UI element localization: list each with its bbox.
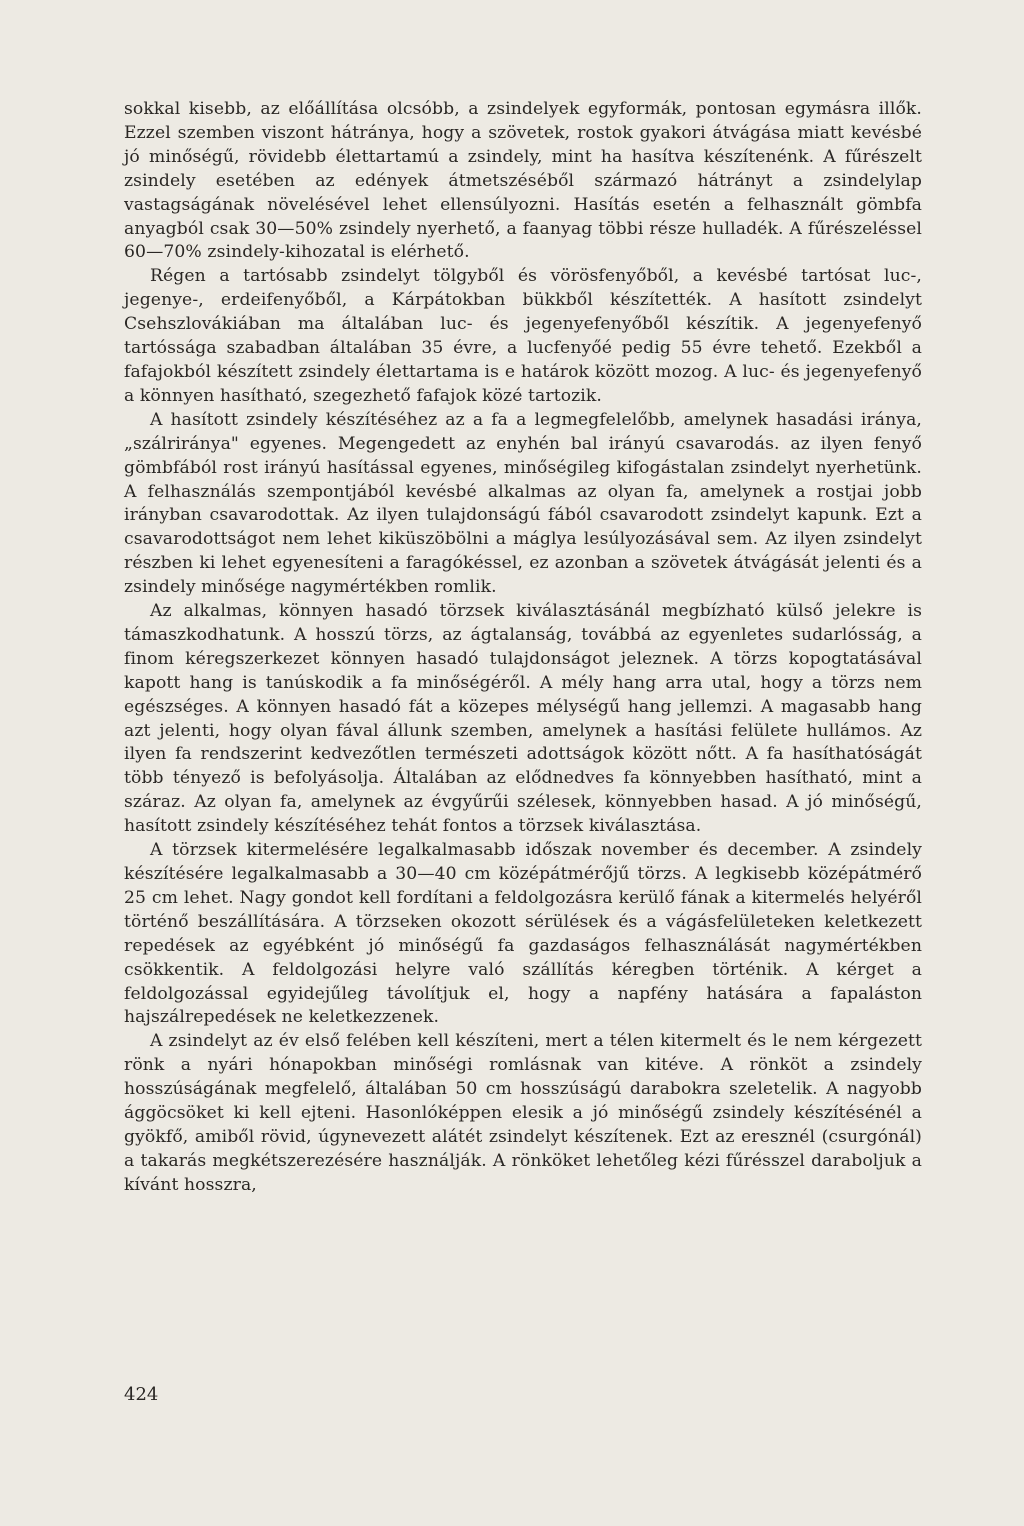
paragraph-sawn-shingle: sokkal kisebb, az előállítása olcsóbb, a zsindelyek egyformák, pontosan egymásra illők. Ezzel szemben viszont hátránya, hogy a szövetek, rostok gyakori átvágása miatt kevésbé jó minőségű, rövidebb élettartamú a zsindely, mint ha hasítva készítenénk. A fűrészelt zsindely esetében az edények átmetszéséből származó hátrányt a zsindelylap vastagságának növelésével lehet ellensúlyozni. Hasítás esetén a felhasznált gömbfa anyagból csak 30—50% zsindely nyerhető, a faanyag többi része hulladék. A fűrészeléssel 60—70% zsindely-kihozatal is elérhető. — [124, 99, 922, 263]
paragraph-trunk-selection: Az alkalmas, könnyen hasadó törzsek kiválasztásánál megbízható külső jelekre is támaszkodhatunk. A hosszú törzs, az ágtalanság, továbbá az egyenletes sudarlósság, a finom kéregszerkezet könnyen hasadó tulajdonságot jeleznek. A törzs kopogtatásával kapott hang is tanúskodik a fa minőségéről. A mély hang arra utal, hogy a törzs nem egészséges. A könnyen hasadó fát a közepes mélységű hang jellemzi. A magasabb hang azt jelenti, hogy olyan fával állunk szemben, amelynek a hasítási felülete hullámos. Az ilyen fa rendszerint kedvezőtlen természeti adottságok között nőtt. A fa hasíthatóságát több tényező is befolyásolja. Általában az elődnedves fa könnyebben hasítható, mint a száraz. Az olyan fa, amelynek az évgyűrűi szélesek, könnyebben hasad. A jó minőségű, hasított zsindely készítéséhez tehát fontos a törzsek kiválasztása. — [124, 601, 922, 837]
body-text — [124, 98, 922, 1198]
paragraph-wood-species: Régen a tartósabb zsindelyt tölgyből és vörösfenyőből, a kevésbé tartósat luc-, jegenye-, erdeifenyőből, a Kárpátokban bükkből készítették. A hasított zsindelyt Csehszlovákiában ma általában luc- és jegenyefenyőből készítik. A jegenyefenyő tartóssága szabadban általában 35 évre, a lucfenyőé pedig 55 évre tehető. Ezekből a fafajokból készített zsindely élettartama is e határok között mozog. A luc- és jegenyefenyő a könnyen hasítható, szegezhető fafajok közé tartozik. — [124, 266, 922, 406]
paragraph-grain-direction: A hasított zsindely készítéséhez az a fa a legmegfelelőbb, amelynek hasadási iránya, „szálriránya" egyenes. Megengedett az enyhén bal irányú csavarodás. az ilyen fenyő gömbfából rost irányú hasítással egyenes, minőségileg kifogástalan zsindelyt nyerhetünk. A felhasználás szempontjából kevésbé alkalmas az olyan fa, amelynek a rostjai jobb irányban csavarodottak. Az ilyen tulajdonságú fából csavarodott zsindelyt kapunk. Ezt a csavarodottságot nem lehet kiküszöbölni a máglya lesúlyozásával sem. Az ilyen zsindelyt részben ki lehet egyenesíteni a faragókéssel, ez azonban a szövetek átvágását jelenti és a zsindely minősége nagymértékben romlik. — [124, 409, 922, 598]
paragraph-production-timing: A zsindelyt az év első felében kell készíteni, mert a télen kitermelt és le nem kérgezett rönk a nyári hónapokban minőségi romlásnak van kitéve. A rönköt a zsindely hosszúságának megfelelő, általában 50 cm hosszúságú darabokra szeletelik. A nagyobb ággöcsöket ki kell ejteni. Hasonlóképpen elesik a jó minőségű zsindely készítésénél a gyökfő, amiből rövid, úgynevezett alátét zsindelyt készítenek. Ezt az eresznél (csurgónál) a takarás megkétszerezésére használják. A rönköket lehetőleg kézi fűrésszel daraboljuk a kívánt hosszra, — [124, 1031, 922, 1195]
paragraph-harvesting: A törzsek kitermelésére legalkalmasabb időszak november és december. A zsindely készítésére legalkalmasabb a 30—40 cm középátmérőjű törzs. A legkisebb középátmérő 25 cm lehet. Nagy gondot kell fordítani a feldolgozásra kerülő fának a kitermelés helyéről történő beszállítására. A törzseken okozott sérülések és a vágásfelületeken keletkezett repedések az egyébként jó minőségű fa gazdaságos felhasználását nagymértékben csökkentik. A feldolgozási helyre való szállítás kéregben történik. A kérget a feldolgozással egyidejűleg távolítjuk el, hogy a napfény hatására a fapaláston hajszálrepedések ne keletkezzenek. — [124, 840, 922, 1028]
page-number: 424 — [124, 1384, 159, 1405]
